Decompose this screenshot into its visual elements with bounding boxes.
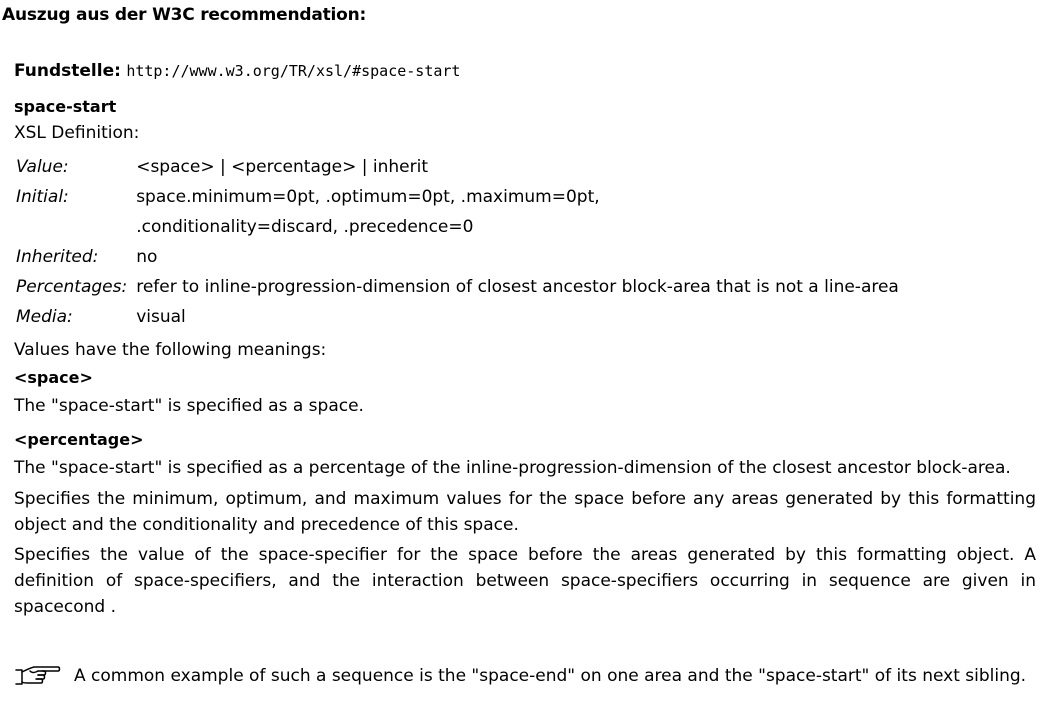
property-value: visual bbox=[136, 307, 186, 327]
property-row-percentages bbox=[16, 272, 903, 302]
meanings-intro: Values have the following meanings: bbox=[14, 340, 327, 360]
source-reference bbox=[14, 57, 1036, 85]
source-label: Fundstelle: bbox=[14, 61, 121, 81]
definition-label: XSL Definition: bbox=[14, 123, 140, 143]
page-heading: Auszug aus der W3C recommendation: bbox=[2, 5, 367, 25]
w3c-excerpt bbox=[14, 57, 1036, 620]
pointing-hand-icon bbox=[14, 662, 62, 690]
property-key: Inherited: bbox=[16, 247, 99, 267]
paragraph-specifies-min-opt-max: Specifies the minimum, optimum, and maximum values for the space before any areas generated by this formatting object and the conditionality and precedence of this space. bbox=[14, 489, 1036, 535]
source-url: http://www.w3.org/TR/xsl/#space-start bbox=[126, 62, 461, 80]
property-table bbox=[16, 152, 903, 332]
property-value: refer to inline-progression-dimension of closest ancestor block-area that is not a line-area bbox=[136, 277, 899, 297]
term-percentage: <percentage> bbox=[14, 430, 144, 449]
property-row-inherited bbox=[16, 242, 903, 272]
term-percentage-description: The "space-start" is specified as a percentage of the inline-progression-dimension of the closest ancestor block-area. bbox=[14, 458, 1011, 478]
property-row-media bbox=[16, 302, 903, 332]
property-key: Percentages: bbox=[16, 277, 128, 297]
property-value: <space> | <percentage> | inherit bbox=[136, 157, 429, 177]
term-space-description: The "space-start" is specified as a space. bbox=[14, 396, 364, 416]
property-row-value bbox=[16, 152, 903, 182]
term-space: <space> bbox=[14, 368, 93, 387]
note bbox=[14, 660, 1036, 692]
property-key: Media: bbox=[16, 307, 73, 327]
note-text: A common example of such a sequence is the "space-end" on one area and the "space-start" of its next sibling. bbox=[74, 666, 1027, 686]
initial-line-2: .conditionality=discard, .precedence=0 bbox=[136, 217, 474, 237]
property-value bbox=[131, 182, 903, 242]
property-key: Value: bbox=[16, 157, 69, 177]
property-name: space-start bbox=[14, 97, 117, 116]
paragraph-space-specifier: Specifies the value of the space-specifier for the space before the areas generated by this formatting object. A definition of space-specifiers, and the interaction between space-specifiers occurring in sequence are given in spacecond . bbox=[14, 545, 1036, 617]
property-key: Initial: bbox=[16, 187, 69, 207]
initial-line-1: space.minimum=0pt, .optimum=0pt, .maximum=0pt, bbox=[136, 187, 600, 207]
property-value: no bbox=[136, 247, 158, 267]
property-row-initial bbox=[16, 182, 903, 242]
